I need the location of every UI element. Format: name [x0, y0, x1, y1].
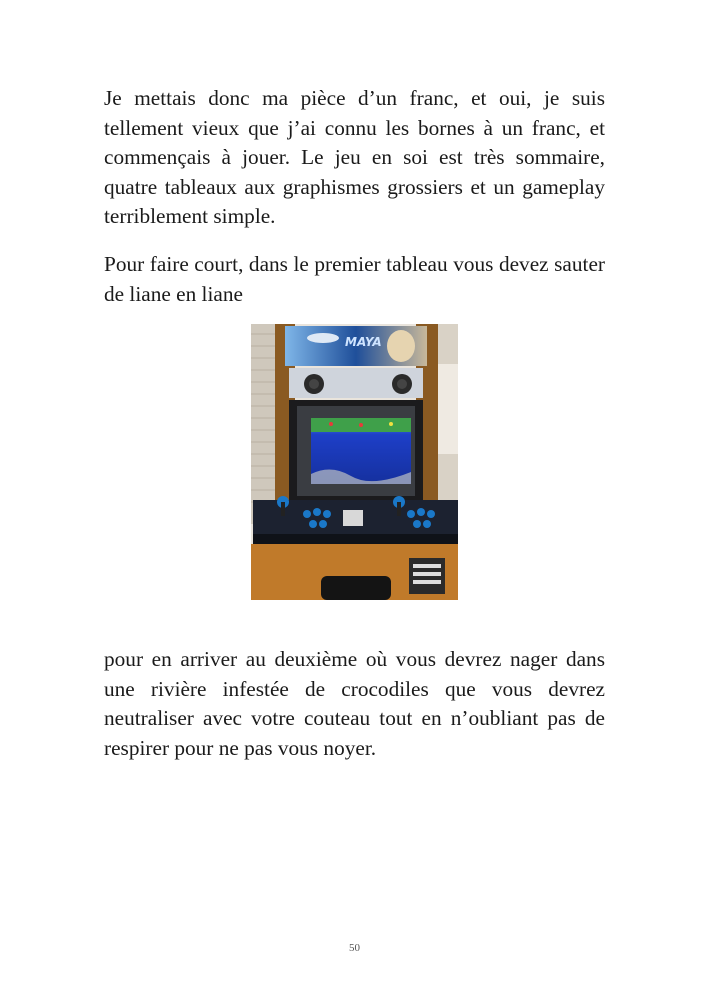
- svg-text:MAYA: MAYA: [345, 335, 382, 349]
- arcade-cabinet-photo: [251, 324, 458, 600]
- page-number: 50: [349, 942, 360, 954]
- paragraph-2: Pour faire court, dans le premier tableau vous devez sauter de liane en liane: [104, 252, 605, 306]
- paragraph-3: pour en arriver au deuxième où vous devrez nager dans une rivière infestée de crocodiles que vous devrez neutraliser avec votre couteau tout en n’oubliant pas de respirer pour ne pas vous noyer.: [104, 647, 605, 760]
- paragraph-1: Je mettais donc ma pièce d’un franc, et oui, je suis tellement vieux que j’ai connu les bornes à un franc, et commençais à jouer. Le jeu en soi est très sommaire, quatre tableaux aux graphismes grossiers et un gameplay terriblement simple.: [104, 86, 605, 228]
